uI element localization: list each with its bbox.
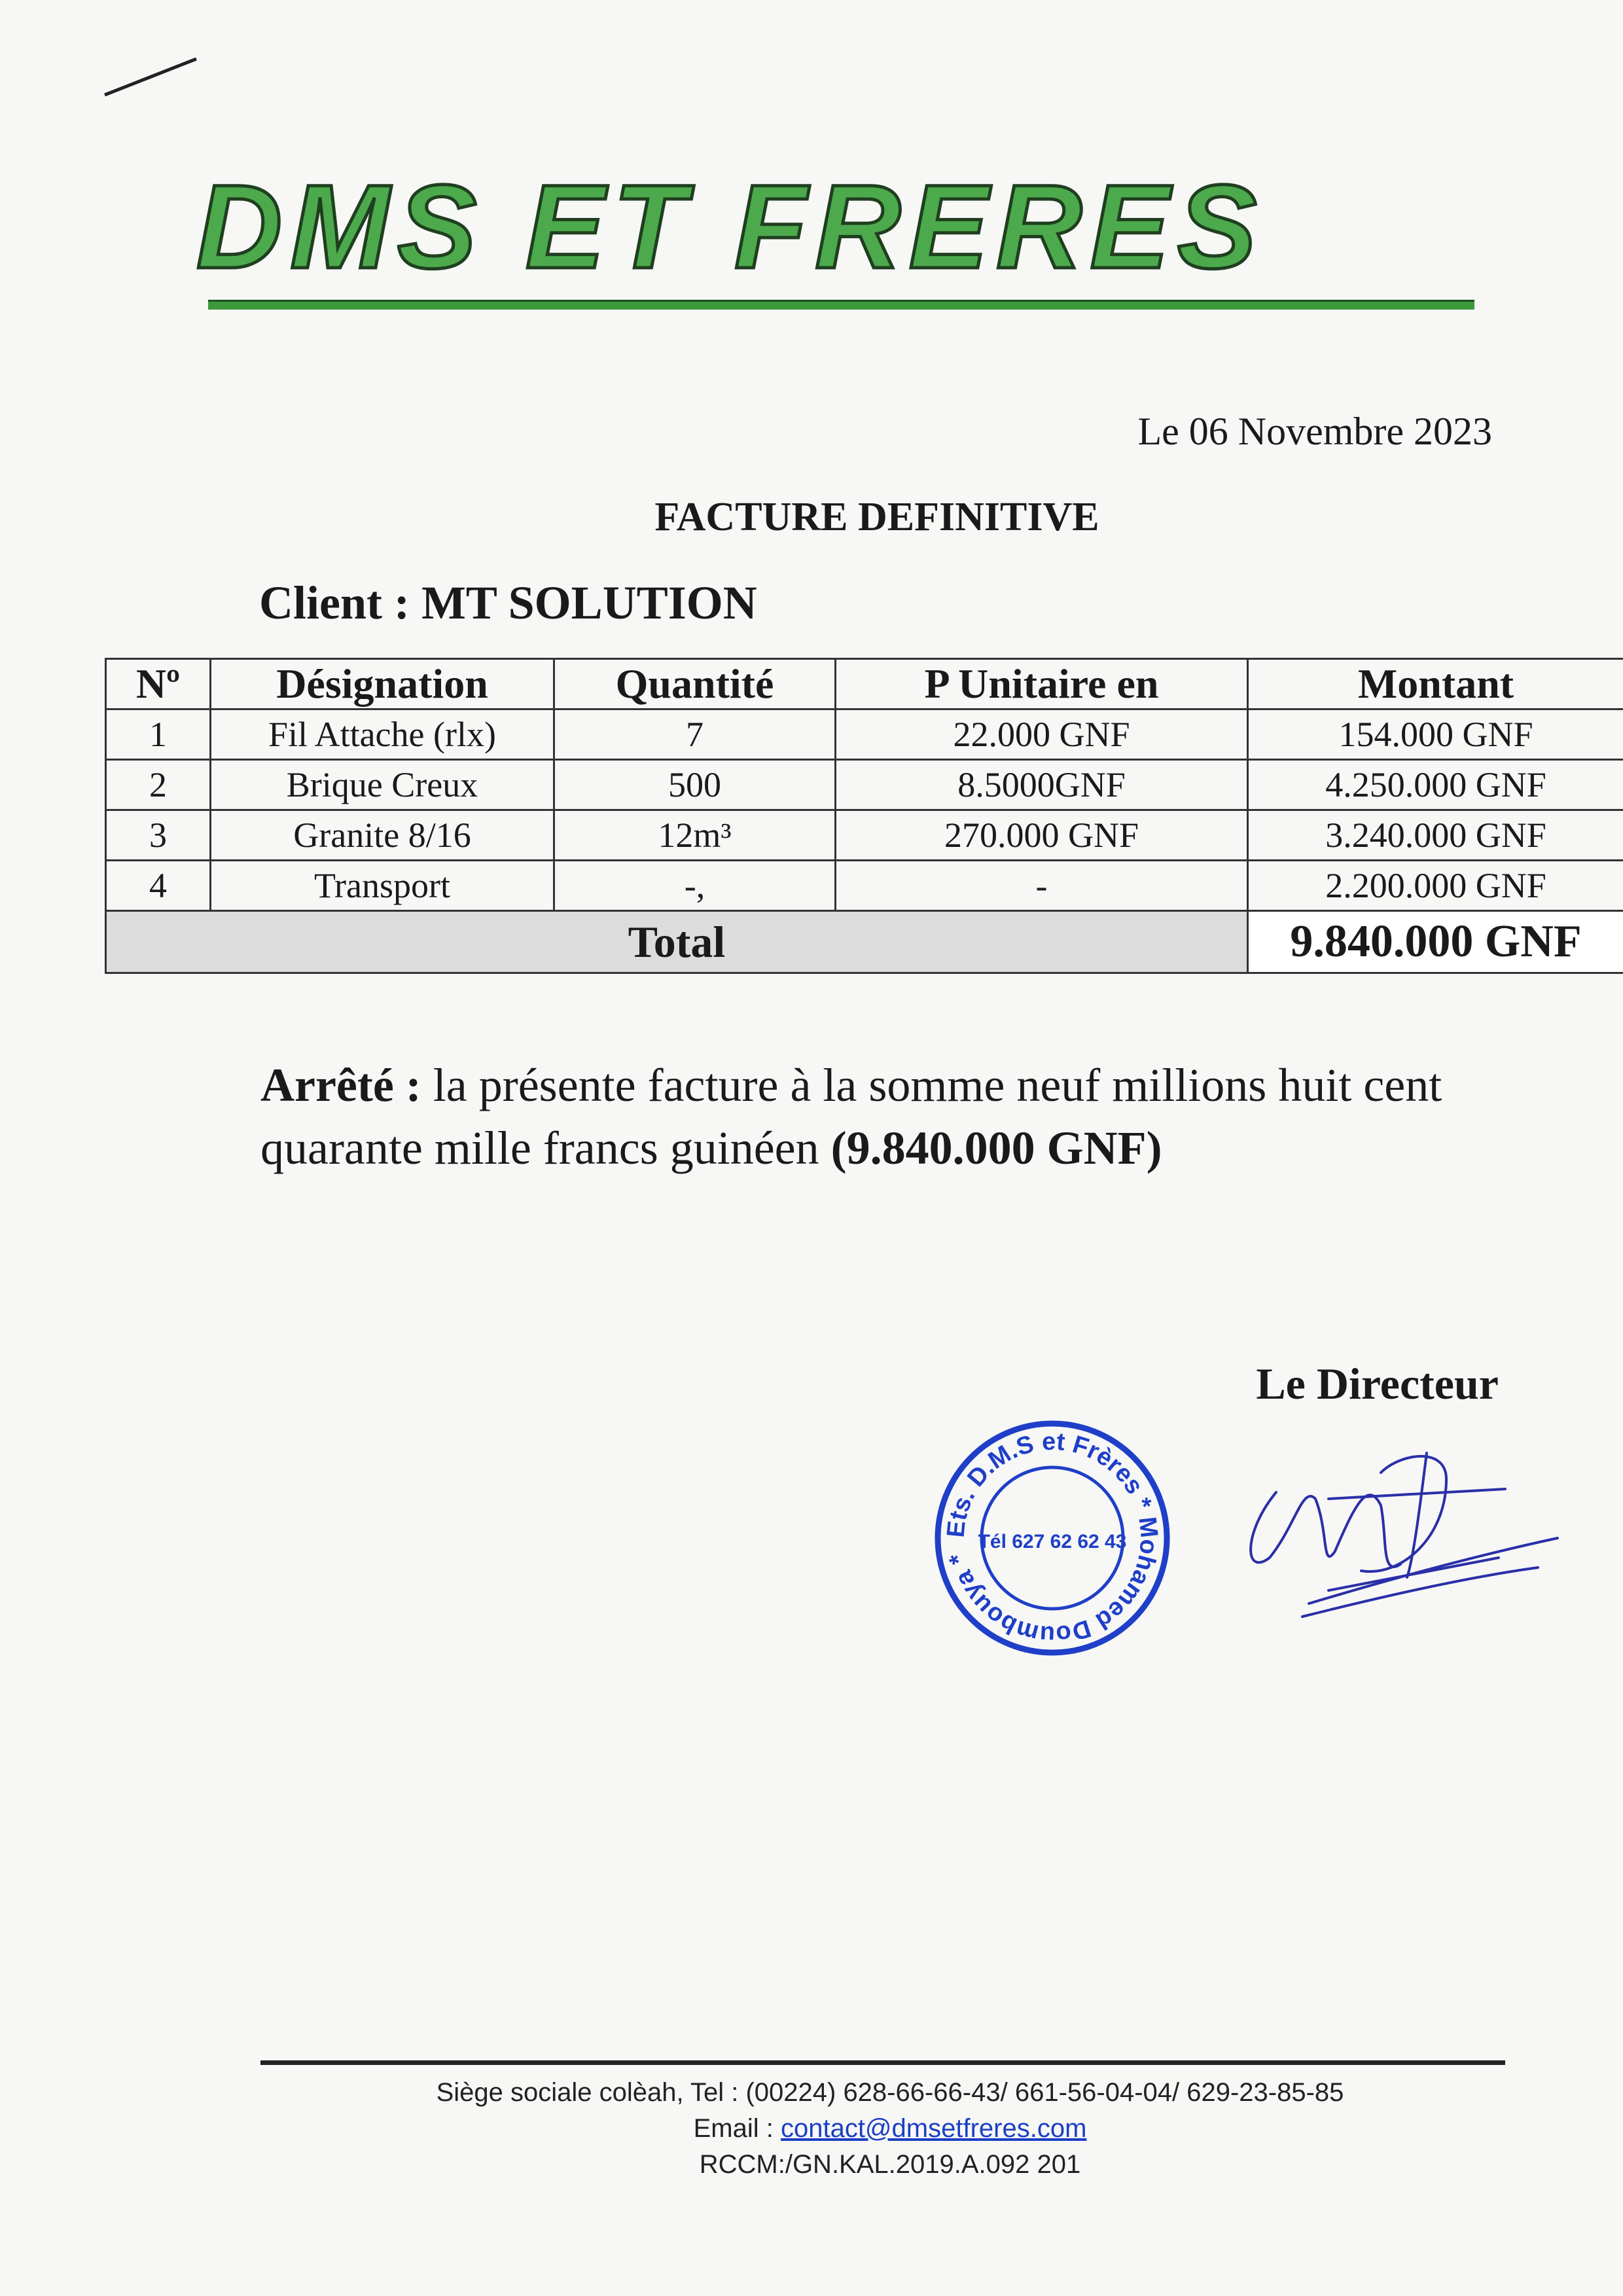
total-row: [106, 911, 1623, 973]
director-signature: [1230, 1427, 1584, 1662]
cell-number: 3: [106, 810, 211, 861]
table-row: [106, 760, 1623, 810]
column-header-unit-price: P Unitaire en: [836, 659, 1248, 709]
client-name: Client : MT SOLUTION: [259, 577, 757, 629]
closing-label: Arrêté :: [260, 1059, 421, 1111]
company-logo: DMS ET FRERES: [196, 160, 1265, 293]
cell-amount: 4.250.000 GNF: [1248, 760, 1623, 810]
invoice-table: [105, 658, 1623, 974]
cell-designation: Brique Creux: [211, 760, 554, 810]
cell-quantity: 12m³: [554, 810, 836, 861]
total-label: Total: [106, 911, 1248, 973]
cell-number: 4: [106, 861, 211, 911]
column-header-number: Nº: [106, 659, 211, 709]
total-value: 9.840.000 GNF: [1248, 911, 1623, 973]
table-header-row: [106, 659, 1623, 709]
closing-amount: (9.840.000 GNF): [830, 1122, 1162, 1174]
cell-quantity: 500: [554, 760, 836, 810]
footer: [0, 2075, 1623, 2183]
table-row: [106, 810, 1623, 861]
director-label: Le Directeur: [1256, 1359, 1499, 1408]
column-header-designation: Désignation: [211, 659, 554, 709]
table-row: [106, 709, 1623, 760]
cell-amount: 2.200.000 GNF: [1248, 861, 1623, 911]
invoice-date: Le 06 Novembre 2023: [1137, 410, 1492, 453]
closing-statement: [260, 1054, 1543, 1179]
stamp-ring-text: Ets. D.M.S et Frères * Mohamed Doumbouya *: [942, 1427, 1163, 1649]
cell-unit-price: 22.000 GNF: [836, 709, 1248, 760]
cell-designation: Fil Attache (rlx): [211, 709, 554, 760]
column-header-quantity: Quantité: [554, 659, 836, 709]
cell-designation: Granite 8/16: [211, 810, 554, 861]
cell-quantity: -,: [554, 861, 836, 911]
cell-number: 1: [106, 709, 211, 760]
footer-divider: [260, 2060, 1505, 2065]
cell-unit-price: -: [836, 861, 1248, 911]
footer-email-link[interactable]: contact@dmsetfreres.com: [780, 2114, 1087, 2143]
footer-rccm: RCCM:/GN.KAL.2019.A.092 201: [699, 2150, 1081, 2179]
document-title: FACTURE DEFINITIVE: [654, 495, 1099, 539]
cell-designation: Transport: [211, 861, 554, 911]
footer-address: Siège sociale colèah, Tel : (00224) 628-66-66-43/ 661-56-04-04/ 629-23-85-85: [436, 2078, 1344, 2107]
logo-underline: [208, 300, 1474, 310]
cell-number: 2: [106, 760, 211, 810]
cell-quantity: 7: [554, 709, 836, 760]
cell-unit-price: 270.000 GNF: [836, 810, 1248, 861]
closing-text: la présente facture à la somme neuf millions huit cent quarante mille francs guinéen: [260, 1059, 1442, 1174]
cell-amount: 154.000 GNF: [1248, 709, 1623, 760]
footer-email-line: [157, 2111, 1623, 2147]
stamp-center-text: Tél 627 62 62 43: [978, 1531, 1127, 1552]
company-stamp: [928, 1414, 1177, 1662]
column-header-amount: Montant: [1248, 659, 1623, 709]
footer-email-label: Email :: [693, 2114, 781, 2143]
cell-unit-price: 8.5000GNF: [836, 760, 1248, 810]
pen-mark-decoration: [98, 46, 216, 105]
table-row: [106, 861, 1623, 911]
cell-amount: 3.240.000 GNF: [1248, 810, 1623, 861]
